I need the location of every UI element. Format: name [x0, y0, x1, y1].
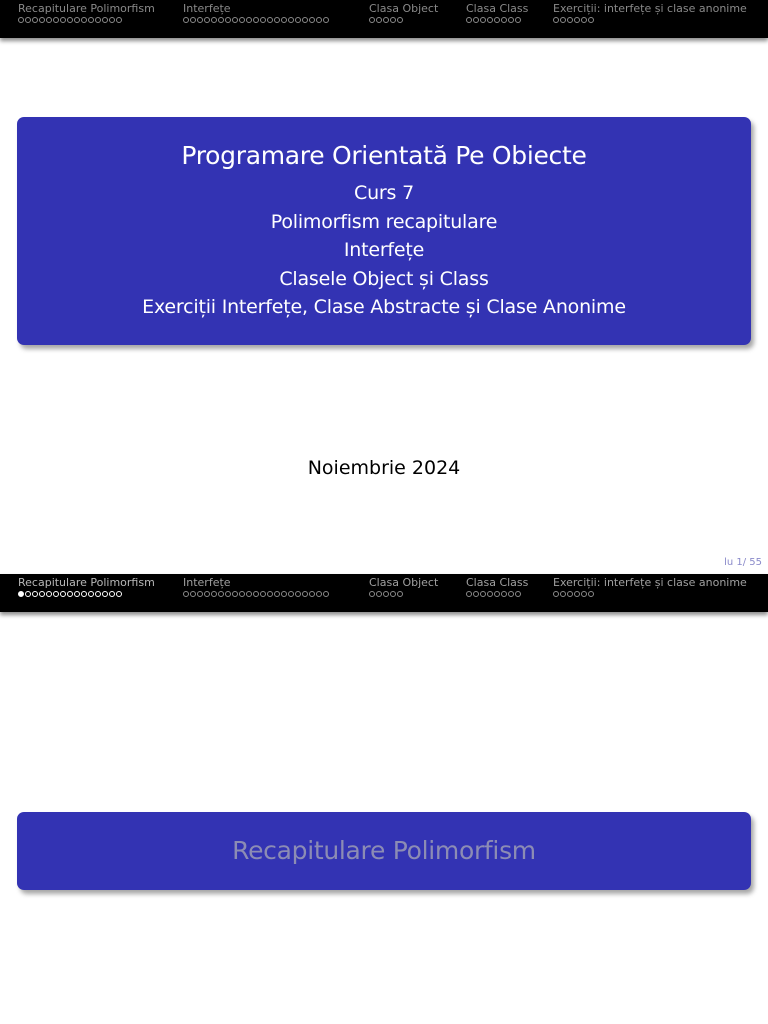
nav-dot[interactable] — [218, 591, 224, 597]
nav-dot[interactable] — [295, 17, 301, 23]
nav-dot[interactable] — [204, 591, 210, 597]
nav-dot[interactable] — [53, 17, 59, 23]
nav-dot[interactable] — [116, 591, 122, 597]
nav-dot[interactable] — [197, 17, 203, 23]
presentation-title: Programare Orientată Pe Obiecte — [181, 141, 587, 170]
nav-dot[interactable] — [466, 17, 472, 23]
nav-dot[interactable] — [281, 591, 287, 597]
nav-section-exercitii[interactable] — [553, 2, 747, 27]
nav-dot[interactable] — [260, 591, 266, 597]
nav-dot[interactable] — [487, 17, 493, 23]
subtitle-line: Polimorfism recapitulare — [270, 210, 498, 233]
nav-dot[interactable] — [473, 591, 479, 597]
nav-dot[interactable] — [501, 17, 507, 23]
nav-dot[interactable] — [197, 591, 203, 597]
nav-section-dots[interactable] — [466, 589, 528, 601]
nav-dot[interactable] — [81, 591, 87, 597]
subtitle-line: Curs 7 — [354, 182, 414, 204]
nav-section-clasa-object[interactable] — [369, 576, 438, 601]
page-number[interactable]: lu 1/ 55 — [724, 557, 762, 568]
nav-section-recapitulare[interactable] — [18, 576, 155, 601]
nav-section-dots[interactable] — [18, 589, 155, 601]
nav-dot[interactable] — [225, 17, 231, 23]
nav-dot[interactable] — [480, 17, 486, 23]
nav-dot[interactable] — [588, 591, 594, 597]
nav-dot[interactable] — [88, 591, 94, 597]
nav-dot[interactable] — [74, 591, 80, 597]
nav-section-clasa-object[interactable] — [369, 2, 438, 27]
nav-dot[interactable] — [274, 591, 280, 597]
presentation-date: Noiembrie 2024 — [307, 457, 461, 479]
nav-dot[interactable] — [567, 17, 573, 23]
nav-dot[interactable] — [246, 17, 252, 23]
nav-dot[interactable] — [487, 591, 493, 597]
nav-dot[interactable] — [239, 17, 245, 23]
nav-dot[interactable] — [116, 17, 122, 23]
nav-dot[interactable] — [295, 591, 301, 597]
nav-dot[interactable] — [46, 17, 52, 23]
nav-dot[interactable] — [95, 17, 101, 23]
nav-dot[interactable] — [515, 17, 521, 23]
nav-dot[interactable] — [274, 17, 280, 23]
nav-section-label[interactable]: Exerciții: interfețe și clase anonime — [553, 576, 747, 589]
nav-dot[interactable] — [397, 591, 403, 597]
nav-dot[interactable] — [323, 17, 329, 23]
nav-section-label[interactable]: Clasa Object — [369, 576, 439, 589]
nav-dot[interactable] — [183, 17, 189, 23]
nav-dot[interactable] — [309, 17, 315, 23]
nav-dot[interactable] — [581, 591, 587, 597]
nav-dot[interactable] — [232, 591, 238, 597]
nav-dot[interactable] — [588, 17, 594, 23]
nav-section-label[interactable]: Exerciții: interfețe și clase anonime — [553, 2, 747, 15]
nav-dot[interactable] — [190, 591, 196, 597]
nav-section-label[interactable]: Recapitulare Polimorfism — [18, 576, 155, 589]
section-title-block — [17, 812, 751, 890]
nav-dot[interactable] — [267, 591, 273, 597]
nav-dot[interactable] — [102, 591, 108, 597]
nav-dot[interactable] — [102, 17, 108, 23]
nav-dot[interactable] — [316, 17, 322, 23]
nav-dot[interactable] — [281, 17, 287, 23]
nav-dot[interactable] — [376, 17, 382, 23]
nav-dot[interactable] — [390, 591, 396, 597]
nav-dot[interactable] — [302, 17, 308, 23]
nav-dot[interactable] — [560, 591, 566, 597]
nav-dot[interactable] — [267, 17, 273, 23]
nav-dot[interactable] — [560, 17, 566, 23]
nav-dot[interactable] — [39, 591, 45, 597]
subtitle-line: Interfețe — [343, 239, 425, 261]
nav-dot[interactable] — [81, 17, 87, 23]
nav-dot[interactable] — [18, 591, 24, 597]
nav-dot[interactable] — [32, 17, 38, 23]
nav-dot[interactable] — [46, 591, 52, 597]
nav-dot[interactable] — [211, 17, 217, 23]
nav-section-interfete[interactable] — [183, 2, 330, 27]
nav-dot[interactable] — [383, 17, 389, 23]
nav-dot[interactable] — [211, 591, 217, 597]
navigation-bar — [0, 574, 768, 612]
nav-section-dots[interactable] — [553, 15, 747, 27]
nav-section-label[interactable]: Interfețe — [183, 576, 231, 589]
nav-dot[interactable] — [574, 17, 580, 23]
nav-dot[interactable] — [515, 591, 521, 597]
nav-dot[interactable] — [239, 591, 245, 597]
nav-dot[interactable] — [480, 591, 486, 597]
nav-section-recapitulare[interactable] — [18, 2, 155, 27]
nav-dot[interactable] — [288, 591, 294, 597]
nav-section-dots[interactable] — [18, 15, 155, 27]
nav-dot[interactable] — [88, 17, 94, 23]
nav-dot[interactable] — [494, 591, 500, 597]
nav-dot[interactable] — [218, 17, 224, 23]
nav-dot[interactable] — [323, 591, 329, 597]
nav-dot[interactable] — [74, 17, 80, 23]
nav-dot[interactable] — [397, 17, 403, 23]
nav-dot[interactable] — [67, 591, 73, 597]
nav-section-dots[interactable] — [466, 15, 528, 27]
nav-dot[interactable] — [567, 591, 573, 597]
nav-dot[interactable] — [302, 591, 308, 597]
nav-section-label[interactable]: Clasa Object — [369, 2, 439, 15]
nav-dot[interactable] — [204, 17, 210, 23]
nav-dot[interactable] — [253, 591, 259, 597]
nav-dot[interactable] — [376, 591, 382, 597]
nav-dot[interactable] — [508, 591, 514, 597]
nav-dot[interactable] — [183, 591, 189, 597]
nav-section-clasa-class[interactable] — [466, 2, 528, 27]
title-block — [17, 117, 751, 345]
nav-dot[interactable] — [60, 591, 66, 597]
nav-section-interfete[interactable] — [183, 576, 330, 601]
subtitle-line: Exerciții Interfețe, Clase Abstracte și Clase Anonime — [142, 296, 626, 318]
nav-dot[interactable] — [60, 17, 66, 23]
nav-dot[interactable] — [369, 17, 375, 23]
nav-dot[interactable] — [95, 591, 101, 597]
nav-dot[interactable] — [232, 17, 238, 23]
nav-dot[interactable] — [225, 591, 231, 597]
nav-section-dots[interactable] — [183, 15, 330, 27]
nav-dot[interactable] — [473, 17, 479, 23]
nav-dot[interactable] — [309, 591, 315, 597]
nav-dot[interactable] — [390, 17, 396, 23]
nav-dot[interactable] — [109, 591, 115, 597]
nav-section-dots[interactable] — [369, 15, 438, 27]
nav-section-clasa-class[interactable] — [466, 576, 528, 601]
nav-dot[interactable] — [553, 591, 559, 597]
nav-section-label[interactable]: Recapitulare Polimorfism — [18, 2, 155, 15]
nav-dot[interactable] — [53, 591, 59, 597]
nav-dot[interactable] — [466, 591, 472, 597]
nav-dot[interactable] — [39, 17, 45, 23]
nav-dot[interactable] — [25, 17, 31, 23]
nav-dot[interactable] — [32, 591, 38, 597]
nav-dot[interactable] — [508, 17, 514, 23]
nav-dot[interactable] — [553, 17, 559, 23]
nav-dot[interactable] — [581, 17, 587, 23]
nav-section-label[interactable]: Clasa Class — [466, 576, 529, 589]
nav-section-label[interactable]: Interfețe — [183, 2, 231, 15]
nav-section-dots[interactable] — [183, 589, 330, 601]
section-title: Recapitulare Polimorfism — [232, 836, 536, 865]
nav-dot[interactable] — [190, 17, 196, 23]
nav-section-dots[interactable] — [369, 589, 438, 601]
nav-dot[interactable] — [383, 591, 389, 597]
nav-dot[interactable] — [260, 17, 266, 23]
nav-section-exercitii[interactable] — [553, 576, 747, 601]
nav-dot[interactable] — [25, 591, 31, 597]
nav-dot[interactable] — [369, 591, 375, 597]
nav-dot[interactable] — [494, 17, 500, 23]
nav-section-dots[interactable] — [553, 589, 747, 601]
nav-dot[interactable] — [67, 17, 73, 23]
subtitle-line: Clasele Object și Class — [279, 267, 489, 290]
nav-dot[interactable] — [246, 591, 252, 597]
nav-dot[interactable] — [574, 591, 580, 597]
nav-section-label[interactable]: Clasa Class — [466, 2, 529, 15]
nav-dot[interactable] — [109, 17, 115, 23]
navigation-bar — [0, 0, 768, 38]
nav-dot[interactable] — [253, 17, 259, 23]
nav-dot[interactable] — [288, 17, 294, 23]
nav-dot[interactable] — [18, 17, 24, 23]
nav-dot[interactable] — [501, 591, 507, 597]
nav-dot[interactable] — [316, 591, 322, 597]
